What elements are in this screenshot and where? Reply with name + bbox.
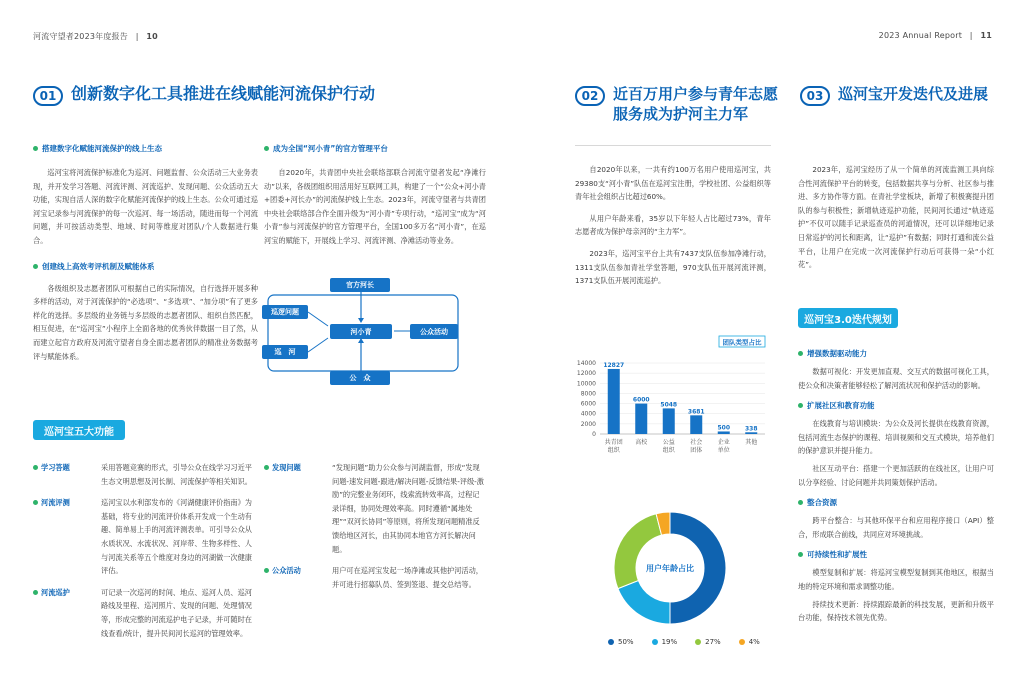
function-name: 公众活动	[264, 564, 326, 591]
paragraph: 跨平台整合：与其他环保平台和应用程序接口（API）整合，形成联合前线，共同应对环境挑战。	[798, 516, 994, 539]
bar	[663, 408, 675, 434]
y-tick-label: 8000	[580, 390, 596, 398]
section-number: 02	[575, 86, 605, 106]
bullet-dot-icon	[264, 146, 269, 151]
data-label: 12827	[603, 361, 625, 369]
bullet-dot-icon	[798, 500, 803, 505]
function-name: 河流评测	[33, 496, 95, 578]
paragraph: 数据可视化：开发更加直观、交互式的数据可视化工具，使公众和决策者能够轻松了解河流状况和保护活动的影响。	[798, 367, 994, 390]
legend-swatch-icon	[608, 639, 614, 645]
y-tick-label: 2000	[580, 420, 596, 428]
bullet-dot-icon	[798, 351, 803, 356]
function-desc: 巡河宝以水利部发布的《河湖健康评价指南》为基础，将专业的河流评价体系开发成一个生动有趣、简单易上手的河流评测表单。可引导公众从水质状况、水流状况、河岸带、生物多样性、人与河流关系等五个维度对身边的河湖做一次健康评估。	[101, 498, 252, 576]
chart-title: 团队类型占比	[722, 338, 762, 347]
paragraph: 巡河宝将河流保护标准化为巡河、问题监督、公众活动三大业务表现，并开发学习答题、河流评测、河流巡护、发现问题、公众活动五大功能，实现自活人深的数字化赋能河流保护的线上生态。公众可通过巡河宝记录参与河流保护的每一次巡河、每一场活动，随进而每一个河流问题，并可按活动类型、地域、时间等维度对团队/个人数据进行集合。	[33, 168, 258, 245]
bullet-dot-icon	[264, 568, 269, 573]
function-item	[33, 586, 255, 640]
bar	[690, 415, 702, 434]
function-item	[264, 564, 486, 591]
report-title: 河流守望者2023年度报告	[33, 32, 128, 41]
subheading: 搭建数字化赋能河流保护的线上生态	[33, 143, 258, 154]
y-tick-label: 0	[592, 431, 596, 438]
paragraph: 自2020年以来，一共有约100万名用户使用巡河宝，共29380支“河小青”队伍在巡河宝注册，学校社团、公益组织等青年社会组织占比超过60%。	[575, 165, 771, 202]
function-desc: 用户可在巡河宝发起一场净滩或其他护河活动，并可进行招募队员、签到签退、提交总结等。	[332, 566, 483, 589]
y-tick-label: 12000	[576, 370, 596, 378]
paragraph: 自2020年，共青团中央社会联络部联合河流守望者发起“净滩行动”以来，各级团组织用活用好互联网工具，构建了一个“公众+河小青+团委+河长办”的河流保护线上生态。2023年，河流守望者与共青团中央社会联络部合作全面升级为“河小青”专项行动，“巡河宝”成为“河小青”参与河流保护的官方管理平台，全国100多万名“河小青”，在巡河宝的赋能下，开展线上学习、河流评测、净滩活动等业务。	[264, 168, 486, 245]
left-page-number: 10	[146, 32, 158, 41]
section-03-heading	[800, 84, 1000, 106]
functions-left-column	[33, 461, 255, 640]
five-functions-title: 巡河宝五大功能	[33, 420, 125, 440]
river-ecosystem-diagram	[262, 276, 466, 388]
paragraph: 2023年，巡河宝平台上共有7437支队伍参加净滩行动，1311支队伍参加青社学堂答题，970支队伍开展河流评测，1371支队伍开展河流巡护。	[575, 248, 771, 286]
legend-swatch-icon	[695, 639, 701, 645]
subheading: 扩展社区和教育功能	[798, 400, 994, 411]
x-tick-label: 高校	[635, 439, 648, 446]
paragraph: 各级组织及志愿者团队可根据自己的实际情况，自行选择开展多种多样的活动，对于河流保护的“必选项”、“多选项”、“加分项”有了更多样化的选择。多层级的业务链与多层级的志愿者团队、组织自然匹配，相互促进，在“巡河宝”小程序上全面各地的优秀伙伴数据一目了然，从而建立起官方政府及河流守望者自身全面志愿者团队的精准业务数据考评与赋能体系。	[33, 283, 258, 361]
legend-item: 19%	[652, 638, 678, 646]
data-label: 5048	[660, 401, 678, 409]
paragraph: 模型复制和扩展：将巡河宝模型复制到其他地区，根据当地的特定环境和需求调整功能。	[798, 568, 994, 591]
subheading: 可持续性和扩展性	[798, 549, 994, 560]
data-label: 3681	[687, 408, 705, 416]
function-desc: 采用答题竞赛的形式，引导公众在线学习习近平生态文明思想及河长制、河流保护等相关知识。	[101, 463, 252, 486]
function-name: 学习答题	[33, 461, 95, 488]
bullet-dot-icon	[33, 264, 38, 269]
section-title: 巡河宝开发迭代及进展	[838, 85, 989, 103]
diagram-node-official-river-chief: 官方河长	[330, 278, 390, 292]
data-label: 6000	[632, 396, 650, 404]
y-tick-label: 14000	[576, 360, 596, 367]
team-type-chart	[570, 330, 775, 470]
function-item	[264, 461, 486, 556]
subheading: 创建线上高效考评机制及赋能体系	[33, 261, 258, 272]
user-age-chart	[610, 508, 730, 628]
bullet-dot-icon	[33, 590, 38, 595]
bullet-dot-icon	[33, 500, 38, 505]
diagram-node-public: 公 众	[330, 371, 390, 385]
s3-plan-list	[798, 348, 994, 625]
bullet-dot-icon	[33, 465, 38, 470]
function-name: 河流巡护	[33, 586, 95, 640]
subheading: 成为全国“河小青”的官方管理平台	[264, 143, 486, 154]
legend-swatch-icon	[652, 639, 658, 645]
data-label: 338	[744, 425, 758, 433]
paragraph: 从用户年龄来看，35岁以下年轻人占比超过73%，青年志愿者成为保护母亲河的“主力军”。	[575, 213, 771, 237]
diagram-node-river-youth: 河小青	[330, 324, 392, 339]
bullet-dot-icon	[264, 465, 269, 470]
function-desc: 可记录一次巡河的时间、地点、巡河人员、巡河路线及里程、巡河照片、发现的问题、处理情况等，形成完整的河流巡护电子记录，并可随时在线查看/统计，提升民间河长巡河的管理效率。	[101, 587, 252, 638]
legend-item: 4%	[739, 638, 760, 646]
legend-swatch-icon	[739, 639, 745, 645]
header-left: 河流守望者2023年度报告 | 10	[33, 32, 158, 41]
data-label: 500	[717, 424, 731, 432]
right-page-number: 11	[980, 31, 992, 40]
y-tick-label: 4000	[580, 410, 596, 418]
annual-report-label: 2023 Annual Report	[878, 31, 963, 40]
bar	[608, 369, 620, 434]
bar	[718, 431, 730, 434]
y-tick-label: 10000	[576, 380, 596, 388]
bullet-dot-icon	[798, 552, 803, 557]
s2-text	[575, 163, 771, 288]
function-desc: “发现问题”助力公众参与河湖监督，形成“发现问题-速发问题-跟进/解决问题-反馈结果-评级-激励”的完整业务闭环，线索流转效率高，过程记录详细，协同处理效率高。同时遵循“属地处理”“双河长协同”等原则，将所发现问题精准反馈给地区河长，由其协同本地官方河长解决问题。	[332, 463, 484, 554]
x-tick-label: 公益组织	[662, 439, 675, 454]
bar	[745, 432, 757, 434]
header-right: 2023 Annual Report | 11	[878, 31, 992, 40]
paragraph: 在线教育与培训模块：为公众及河长提供在线教育资源，包括河流生态保护的课程、培训视频和交互式模块，培养他们的保护意识并提升能力。	[798, 419, 994, 456]
x-tick-label: 共青团组织	[604, 439, 623, 454]
section-title: 创新数字化工具推进在线赋能河流保护行动	[71, 84, 376, 103]
bar	[635, 404, 647, 434]
paragraph: 持续技术更新：持续跟踪最新的科技发展，更新和升级平台功能，保持技术领先优势。	[798, 599, 994, 623]
bullet-dot-icon	[798, 403, 803, 408]
divider	[575, 145, 771, 146]
paragraph: 社区互动平台：搭建一个更加活跃的在线社区，让用户可以分享经验、讨论问题并共同策划保护活动。	[798, 463, 994, 487]
bar-chart-svg	[570, 330, 775, 470]
function-item	[33, 461, 255, 488]
s3-intro	[798, 163, 994, 272]
paragraph: 2023年，巡河宝经历了从一个简单的河流监测工具向综合性河流保护平台的转变，包括数据共享与分析、社区参与推进、多方协作等方面。在青社学堂板块，新增了积极赛提升团队的参与积极性；新增轨迹巡护功能，民间河长通过“轨迹巡护”不仅可以随手记录巡查员的河道情况，还可以详细地记录日常巡护的河长和距离，让“巡护”有数据；同时打通和流公益平台，让用户在完成一次河流保护行动后可获得一朵“小红花”。	[798, 165, 994, 270]
diagram-node-public-activities: 公众活动	[410, 324, 458, 339]
diagram-node-river-patrol: 巡 河	[262, 345, 308, 359]
x-tick-label: 其他	[745, 439, 758, 446]
pie-legend	[608, 638, 760, 646]
section-02-heading	[575, 84, 785, 124]
y-tick-label: 6000	[580, 400, 596, 408]
x-tick-label: 社会团体	[690, 439, 703, 454]
s1-right-column	[264, 143, 486, 248]
section-01-heading	[33, 84, 513, 106]
function-name: 发现问题	[264, 461, 326, 556]
pie-slice	[614, 514, 662, 589]
pie-chart-svg	[610, 508, 730, 628]
pie-slice	[618, 581, 670, 624]
section-number: 01	[33, 86, 63, 106]
functions-right-column	[264, 461, 486, 591]
legend-item: 27%	[695, 638, 721, 646]
s1-left-column	[33, 143, 258, 363]
pie-title: 用户年龄占比	[646, 564, 694, 573]
subheading: 增强数据驱动能力	[798, 348, 994, 359]
legend-item: 50%	[608, 638, 634, 646]
iteration-plan-title: 巡河宝3.0迭代规划	[798, 308, 898, 328]
section-number: 03	[800, 86, 830, 106]
bullet-dot-icon	[33, 146, 38, 151]
x-tick-label: 企业单位	[717, 439, 730, 454]
section-title: 近百万用户参与青年志愿服务成为护河主力军	[613, 85, 779, 123]
subheading: 整合资源	[798, 497, 994, 508]
function-item	[33, 496, 255, 578]
diagram-node-patrol-issues: 巡逻问题	[262, 305, 308, 319]
